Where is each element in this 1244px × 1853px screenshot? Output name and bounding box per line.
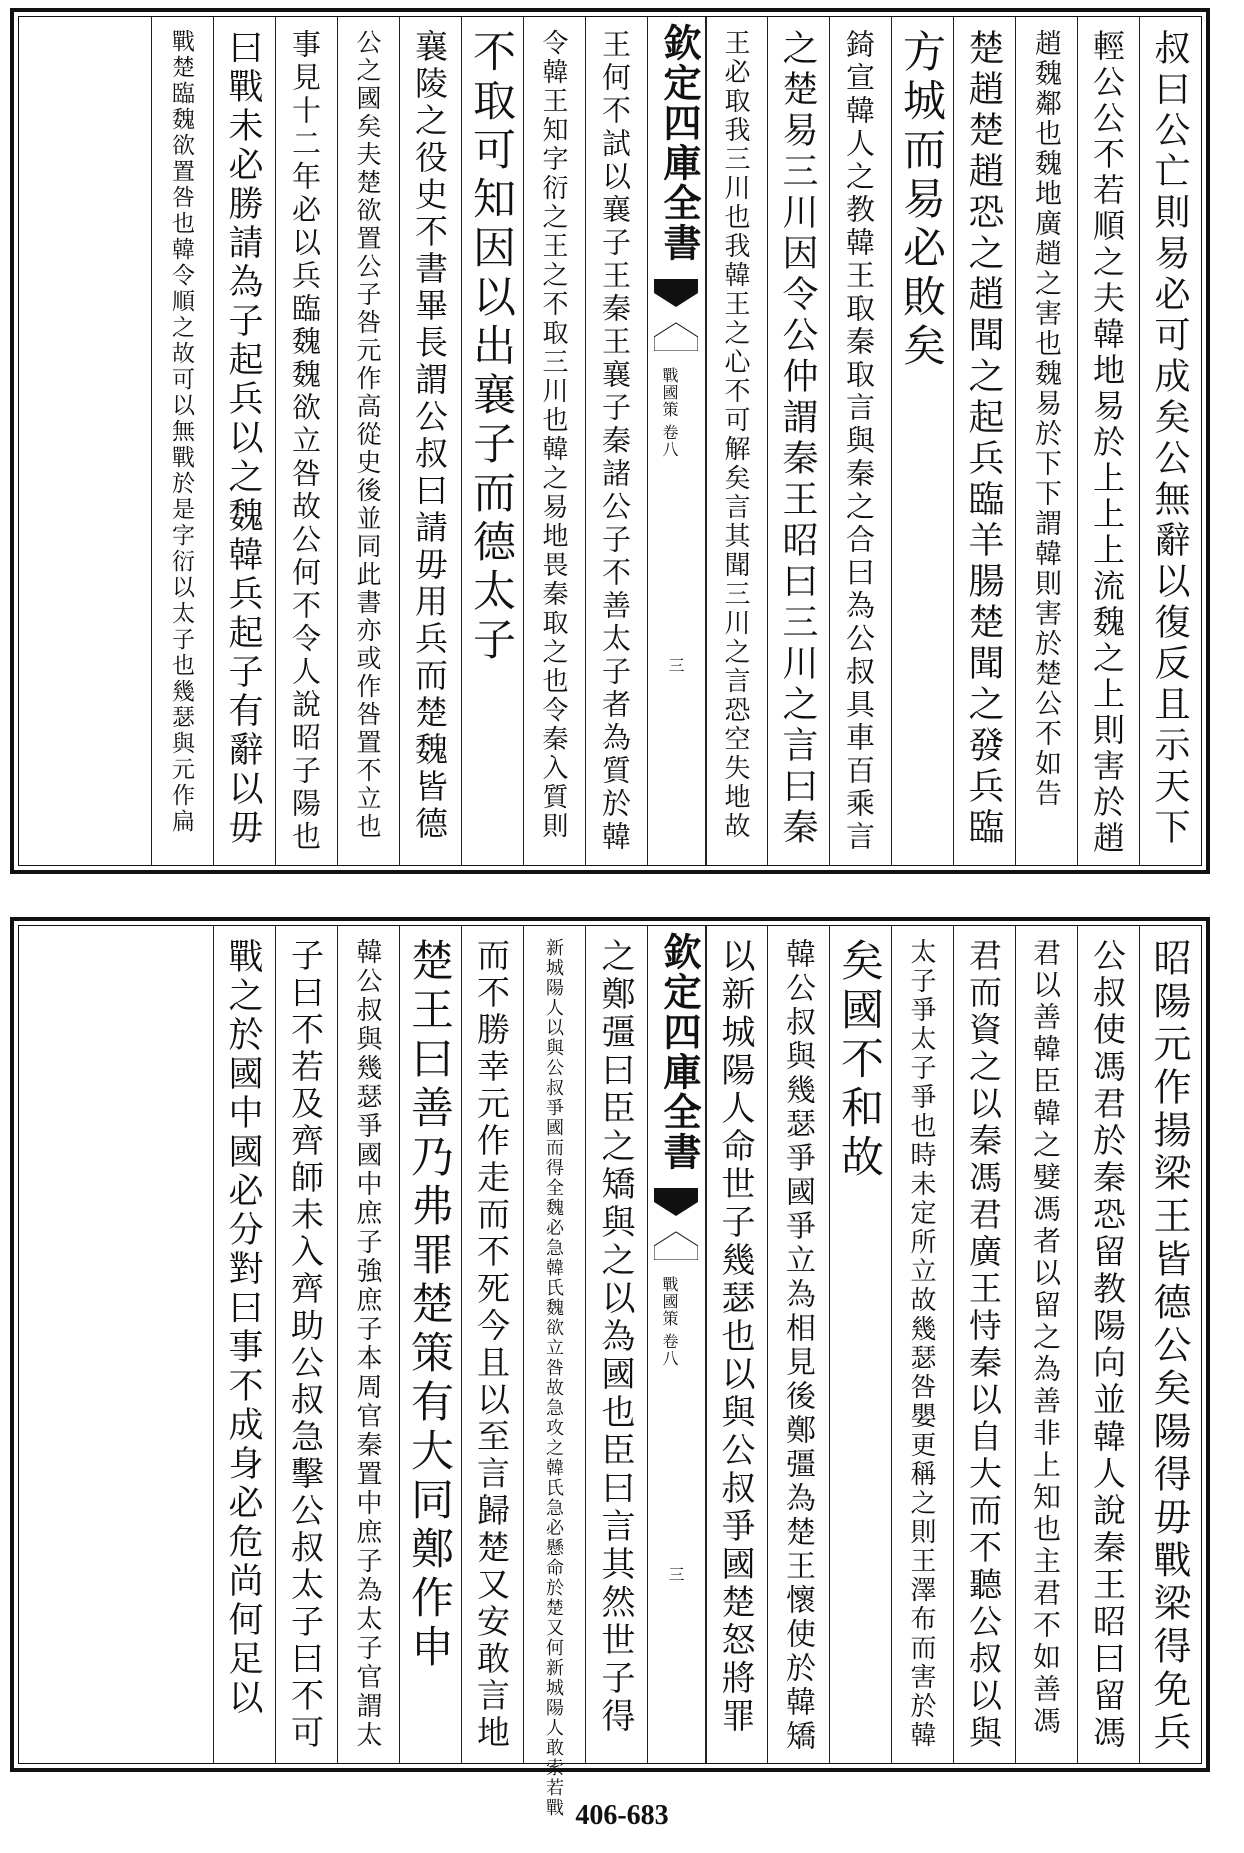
text-column xyxy=(705,17,765,865)
column-text: 襄陵之役史不書畢長謂公叔曰請毋用兵而楚魏皆德 xyxy=(410,29,449,843)
text-column xyxy=(1139,926,1199,1763)
column-text: 昭陽元作揚梁王皆德公矣陽得毋戰梁得免兵 xyxy=(1147,938,1191,1755)
text-column xyxy=(523,926,583,1818)
column-text: 事見十二年必以兵臨魏魏欲立咎故公何不令人說昭子陽也 xyxy=(288,29,322,854)
column-text: 錡宣韓人之教韓王取秦取言與秦之合曰為公叔具車百乘言 xyxy=(842,29,876,854)
text-column xyxy=(953,17,1013,865)
column-text: 王必取我三川也我韓王之心不可解矣言其聞三川之言恐空失地故 xyxy=(720,29,750,841)
fishtail-mark-lower-icon xyxy=(654,317,698,351)
text-column xyxy=(767,17,827,865)
text-column xyxy=(829,926,889,1763)
text-column xyxy=(275,17,335,865)
text-column xyxy=(1015,17,1075,865)
text-column xyxy=(337,17,397,865)
center-title: 欽定四庫全書 xyxy=(657,23,702,263)
center-title: 欽定四庫全書 xyxy=(657,932,702,1172)
column-text: 方城而易必敗矣 xyxy=(896,29,946,372)
fishtail-mark-icon xyxy=(654,1188,698,1222)
volume-label: 戰國策 卷八 xyxy=(660,1276,679,1368)
column-text: 王何不試以襄子王秦王襄子秦諸公子不善太子者為質於韓 xyxy=(598,29,632,854)
column-text: 矣國不和故 xyxy=(834,938,884,1183)
column-text: 公叔使馮君於秦恐留教陽向並韓人說秦王昭曰留馮 xyxy=(1088,938,1127,1752)
column-text: 而不勝幸元作走而不死今且以至言歸楚又安敢言地 xyxy=(472,938,511,1752)
column-text: 輕公公不若順之夫韓地易於上上上流魏之上則害於趙 xyxy=(1088,29,1126,857)
text-column xyxy=(213,926,273,1763)
text-column xyxy=(585,926,645,1763)
column-text: 君以善韓臣韓之嬖馮者以留之為善非上知也主君不如善馮 xyxy=(1029,938,1062,1738)
column-text: 之鄭彊曰臣之矯與之以為國也臣曰言其然世子得 xyxy=(595,938,635,1736)
text-column xyxy=(337,926,397,1763)
text-column xyxy=(523,17,583,865)
text-column xyxy=(461,926,521,1763)
column-text: 楚趙楚趙恐之趙聞之起兵臨羊腸楚聞之發兵臨 xyxy=(963,29,1004,849)
text-column xyxy=(1077,17,1137,865)
center-column xyxy=(647,17,707,865)
column-text: 楚王曰善乃弗罪楚策有大同鄭作申 xyxy=(404,938,454,1673)
text-column xyxy=(213,17,273,865)
fishtail-mark-lower-icon xyxy=(654,1226,698,1260)
column-text: 戰之於國中國必分對曰事不成身必危尚何足以 xyxy=(223,938,263,1718)
text-column xyxy=(1077,926,1137,1763)
leaf-number: 三 xyxy=(666,1566,685,1582)
text-column xyxy=(891,17,951,865)
text-column xyxy=(585,17,645,865)
fishtail-mark-icon xyxy=(654,279,698,313)
leaf-number: 三 xyxy=(666,657,685,673)
text-column xyxy=(705,926,765,1763)
text-column xyxy=(399,17,459,865)
column-text: 趙魏鄰也魏地廣趙之害也魏易於下下謂韓則害於楚公不如告 xyxy=(1030,29,1061,809)
top-page-frame xyxy=(18,16,1202,866)
column-text: 曰戰未必勝請為子起兵以之魏韓兵起子有辭以毋 xyxy=(223,29,263,848)
column-text: 令韓王知字衍之王之不取三川也韓之易地畏秦取之也令秦入質則 xyxy=(538,29,568,841)
text-column xyxy=(461,17,521,865)
column-text: 戰楚臨魏欲置咎也韓令順之故可以無戰於是字衍以太子也幾瑟與元作扁 xyxy=(168,29,194,835)
text-column xyxy=(891,926,951,1763)
column-text: 新城陽人以與公叔爭國而得全魏必急韓氏魏欲立咎故急攻之韓氏急必懸命於楚又何新城陽人敢索若戰 xyxy=(543,938,564,1818)
volume-label: 戰國策 卷八 xyxy=(660,367,679,459)
top-page-panel xyxy=(10,8,1210,874)
column-text: 以新城陽人命世子幾瑟也以與公叔爭國楚怒將罪 xyxy=(715,938,755,1736)
text-column xyxy=(1139,17,1199,865)
text-column xyxy=(399,926,459,1763)
column-text: 子曰不若及齊師未入齊助公叔急擊公叔太子曰不可 xyxy=(286,938,325,1752)
center-column xyxy=(647,926,707,1763)
text-column xyxy=(953,926,1013,1763)
text-column xyxy=(1015,926,1075,1763)
column-text: 不取可知因以出襄子而德太子 xyxy=(466,29,516,666)
page-number: 406-683 xyxy=(575,1800,669,1831)
column-text: 公之國矣夫楚欲置公子咎元作高從史後並同此書亦或作咎置不立也 xyxy=(353,29,382,841)
column-text: 君而資之以秦馮君廣王恃秦以自大而不聽公叔以與 xyxy=(964,938,1003,1752)
column-text: 之楚易三川因令公仲謂秦王昭曰三川之言曰秦 xyxy=(777,29,818,849)
column-text: 太子爭太子爭也時未定所立故幾瑟咎嬰更稱之則王澤布而害於韓 xyxy=(906,938,936,1750)
column-text: 韓公叔與幾瑟爭國爭立為相見後鄭彊為楚王懷使於韓矯 xyxy=(780,938,815,1754)
text-column xyxy=(151,17,211,865)
column-text: 叔曰公亡則易必可成矣公無辭以復反且示天下 xyxy=(1149,29,1190,849)
text-column xyxy=(275,926,335,1763)
column-text: 韓公叔與幾瑟爭國中庶子強庶子本周官秦置中庶子為太子官謂太 xyxy=(352,938,382,1750)
text-column xyxy=(829,17,889,865)
text-column xyxy=(767,926,827,1763)
